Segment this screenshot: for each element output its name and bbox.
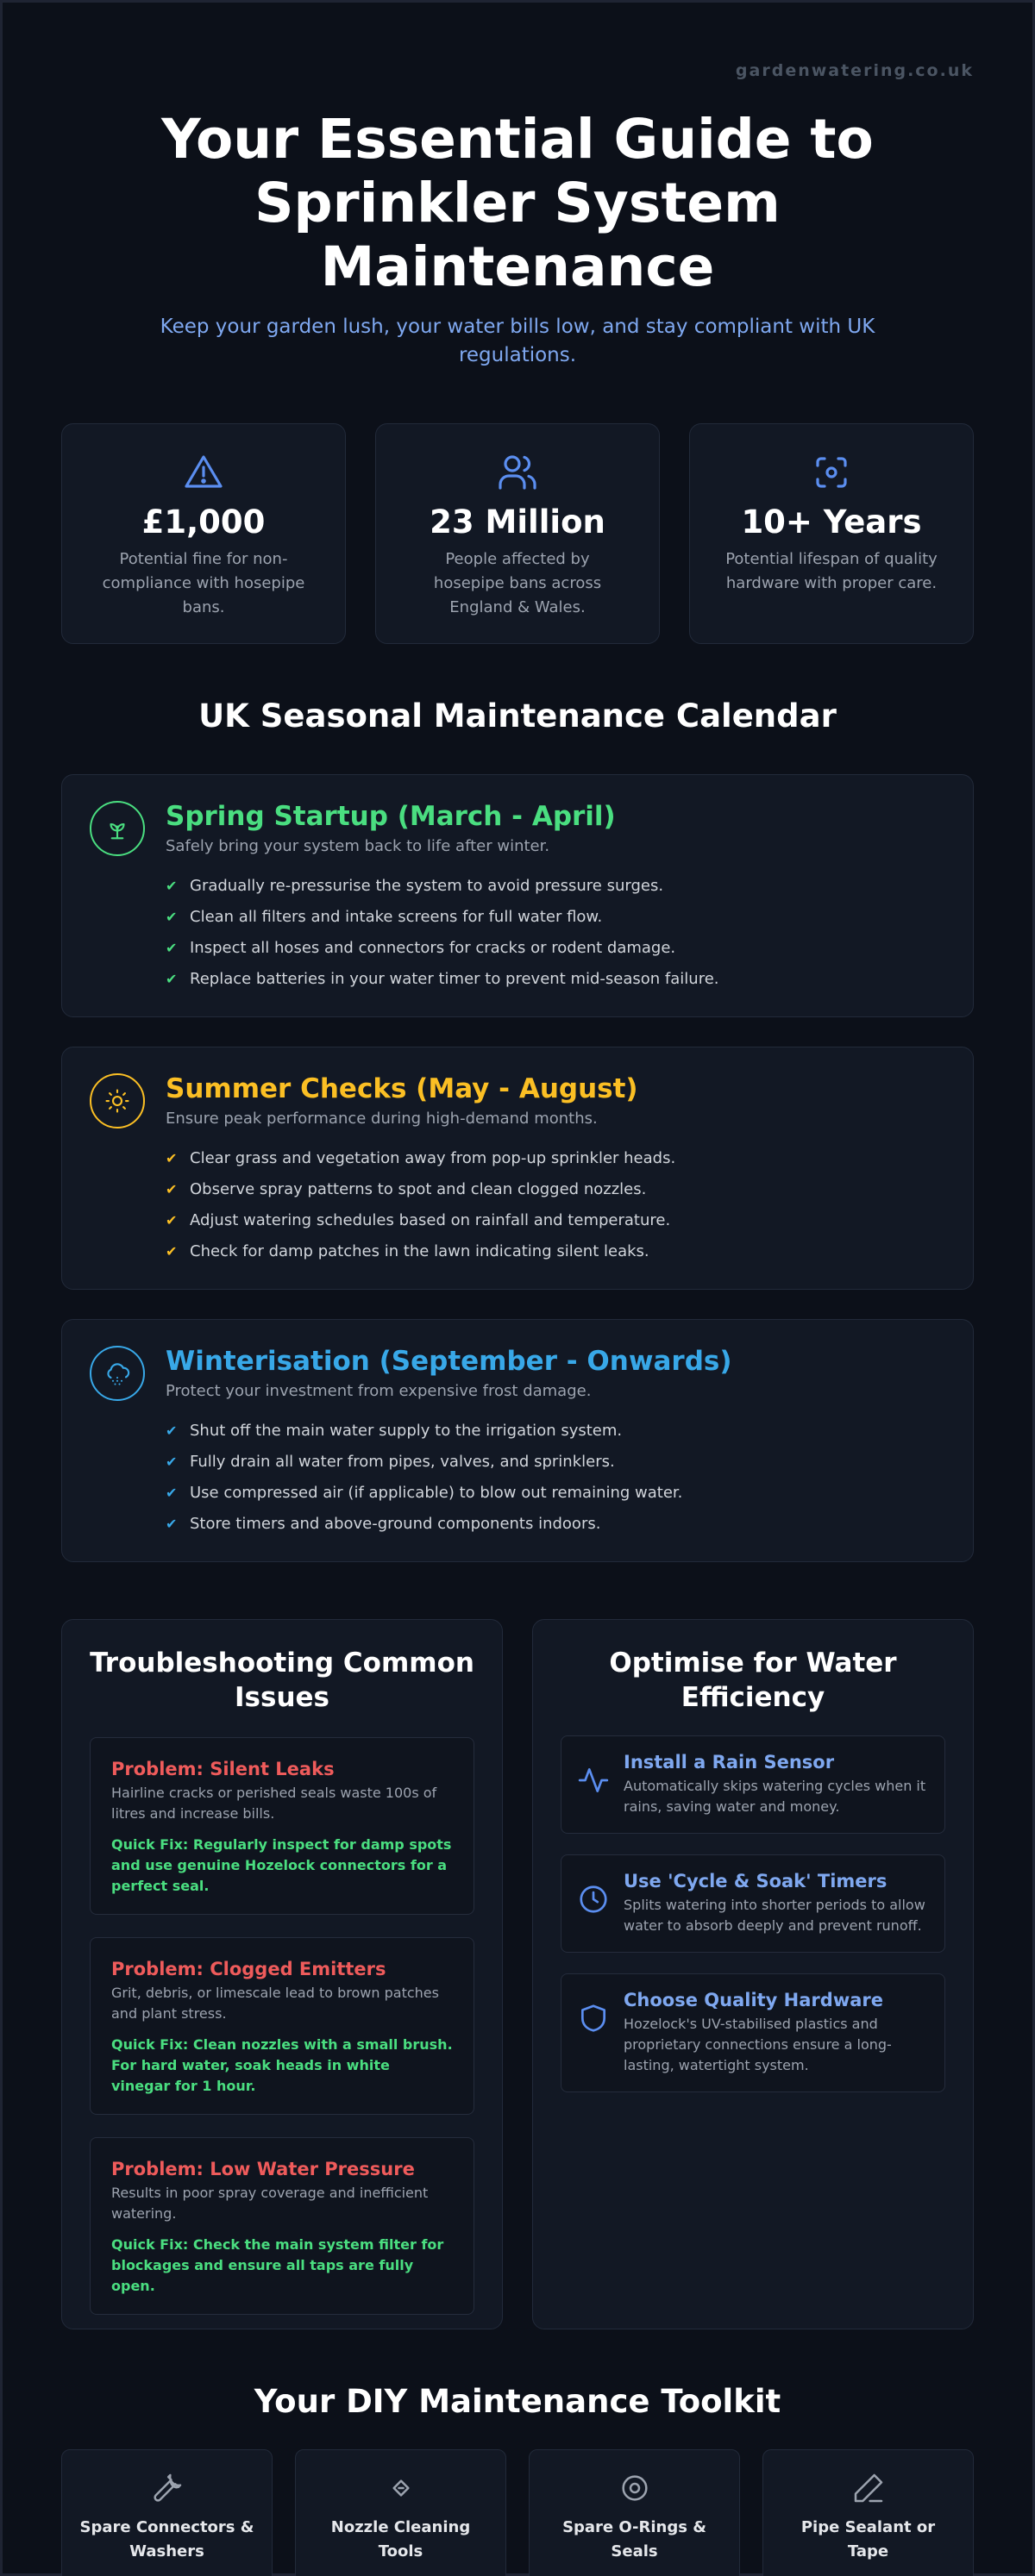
tool-label: Nozzle Cleaning Tools [330,2518,471,2560]
list-item [166,1143,945,1174]
two-column-section [61,1619,974,2329]
check-icon: ✔ [166,1454,178,1470]
stat-card-lifespan [689,423,974,644]
season-subtitle: Safely bring your system back to life after winter. [166,837,550,855]
shield-icon [577,2002,610,2035]
season-checklist [166,1416,945,1540]
list-item [166,1205,945,1236]
tool-label: Pipe Sealant or Tape [800,2518,936,2560]
list-item [166,1447,945,1478]
item-text: Store timers and above-ground components indoors. [190,1515,601,1533]
problem-description: Hairline cracks or perished seals waste 100s of litres and increase bills. [111,1785,437,1822]
page-title [61,108,974,299]
tool-card [61,2449,273,2576]
list-item [166,1478,945,1509]
list-item [166,1236,945,1267]
stat-description: Potential lifespan of quality hardware with proper care. [725,550,938,592]
stat-description: Potential fine for non-compliance with hosepipe bans. [102,550,305,616]
issue-card [90,2137,474,2315]
problem-description: Grit, debris, or limescale lead to brown patches and plant stress. [111,1985,439,2022]
season-subtitle: Ensure peak performance during high-demand months. [166,1110,598,1128]
season-title: Winterisation (September - Onwards) [166,1346,732,1377]
users-icon [497,452,538,493]
check-icon: ✔ [166,1212,178,1229]
sprout-icon [90,801,145,856]
check-icon: ✔ [166,1181,178,1197]
item-text: Check for damp patches in the lawn indicating silent leaks. [190,1242,649,1260]
check-icon: ✔ [166,1422,178,1439]
item-text: Replace batteries in your water timer to prevent mid-season failure. [190,970,719,988]
tool-card [529,2449,740,2576]
troubleshooting-title: Troubleshooting Common Issues [90,1648,474,1713]
stat-card-people [375,423,660,644]
clock-icon [577,1883,610,1916]
calendar-title: UK Seasonal Maintenance Calendar [198,697,837,735]
list-item [166,1416,945,1447]
season-checklist [166,1143,945,1267]
tip-card [561,1973,945,2092]
season-card-summer [61,1047,974,1290]
efficiency-title: Optimise for Water Efficiency [609,1648,897,1713]
tip-title: Use 'Cycle & Soak' Timers [624,1871,888,1891]
wrench-icon [150,2471,185,2505]
check-icon: ✔ [166,1243,178,1260]
item-text: Gradually re-pressurise the system to avoid pressure surges. [190,877,664,895]
tip-card [561,1735,945,1834]
problem-title: Problem: Low Water Pressure [111,2159,415,2179]
tool-label: Spare O-Rings & Seals [562,2518,706,2560]
toolkit-grid [61,2449,974,2576]
diamond-icon [384,2471,418,2505]
season-title: Summer Checks (May - August) [166,1073,638,1104]
sun-icon [90,1073,145,1129]
title-line-2: Sprinkler System Maintenance [254,172,781,298]
list-item [166,902,945,933]
check-icon: ✔ [166,1516,178,1532]
issue-card [90,1937,474,2115]
stat-card-fine [61,423,346,644]
check-icon: ✔ [166,878,178,894]
quick-fix: Quick Fix: Clean nozzles with a small brush. For hard water, soak heads in white vinegar for 1 hour. [111,2036,453,2094]
item-text: Observe spray patterns to spot and clean clogged nozzles. [190,1180,647,1198]
list-item [166,1509,945,1540]
tool-card [295,2449,506,2576]
check-icon: ✔ [166,1485,178,1501]
quick-fix: Quick Fix: Check the main system filter for blockages and ensure all taps are fully open. [111,2236,444,2294]
stats-row [61,423,974,644]
list-item [166,933,945,964]
tip-description: Automatically skips watering cycles when it rains, saving water and money. [624,1778,926,1815]
list-item [166,1174,945,1205]
season-card-winter [61,1319,974,1562]
page-subtitle: Keep your garden lush, your water bills low, and stay compliant with UK regulations. [160,316,875,366]
item-text: Clear grass and vegetation away from pop-up sprinkler heads. [190,1149,676,1167]
quick-fix: Quick Fix: Regularly inspect for damp spots and use genuine Hozelock connectors for a perfect seal. [111,1836,452,1894]
pen-icon [851,2471,886,2505]
tip-description: Hozelock's UV-stabilised plastics and proprietary connections ensure a long-lasting, watertight system. [624,2016,892,2073]
problem-title: Problem: Silent Leaks [111,1759,335,1779]
tip-title: Install a Rain Sensor [624,1752,835,1773]
tool-card [762,2449,974,2576]
stat-value: 10+ Years [741,503,922,541]
activity-icon [577,1764,610,1797]
season-card-spring [61,774,974,1017]
warning-triangle-icon [183,452,224,493]
season-list [61,774,974,1562]
site-url: gardenwatering.co.uk [735,61,974,80]
problem-description: Results in poor spray coverage and inefficient watering. [111,2185,429,2222]
check-icon: ✔ [166,940,178,956]
stat-description: People affected by hosepipe bans across England & Wales. [433,550,602,616]
tip-description: Splits watering into shorter periods to allow water to absorb deeply and prevent runoff. [624,1897,925,1934]
season-title: Spring Startup (March - April) [166,801,616,832]
item-text: Adjust watering schedules based on rainfall and temperature. [190,1211,671,1229]
tip-card [561,1854,945,1953]
issue-card [90,1737,474,1915]
toolkit-title: Your DIY Maintenance Toolkit [254,2383,781,2420]
tool-label: Spare Connectors & Washers [79,2518,254,2560]
focus-icon [811,452,852,493]
problem-title: Problem: Clogged Emitters [111,1959,386,1979]
tip-title: Choose Quality Hardware [624,1990,883,2010]
title-line-1: Your Essential Guide to [161,108,874,171]
stat-value: 23 Million [430,503,605,541]
list-item [166,871,945,902]
o-ring-icon [618,2471,652,2505]
item-text: Fully drain all water from pipes, valves, and sprinklers. [190,1453,615,1471]
item-text: Inspect all hoses and connectors for cracks or rodent damage. [190,939,676,957]
list-item [166,964,945,995]
check-icon: ✔ [166,909,178,925]
cloud-snow-icon [90,1346,145,1401]
season-checklist [166,871,945,995]
check-icon: ✔ [166,1150,178,1166]
season-subtitle: Protect your investment from expensive frost damage. [166,1382,592,1400]
item-text: Clean all filters and intake screens for full water flow. [190,908,603,926]
troubleshooting-panel [61,1619,503,2329]
item-text: Shut off the main water supply to the irrigation system. [190,1422,623,1440]
item-text: Use compressed air (if applicable) to blow out remaining water. [190,1484,683,1502]
stat-value: £1,000 [141,503,266,541]
check-icon: ✔ [166,971,178,987]
efficiency-panel [532,1619,974,2329]
